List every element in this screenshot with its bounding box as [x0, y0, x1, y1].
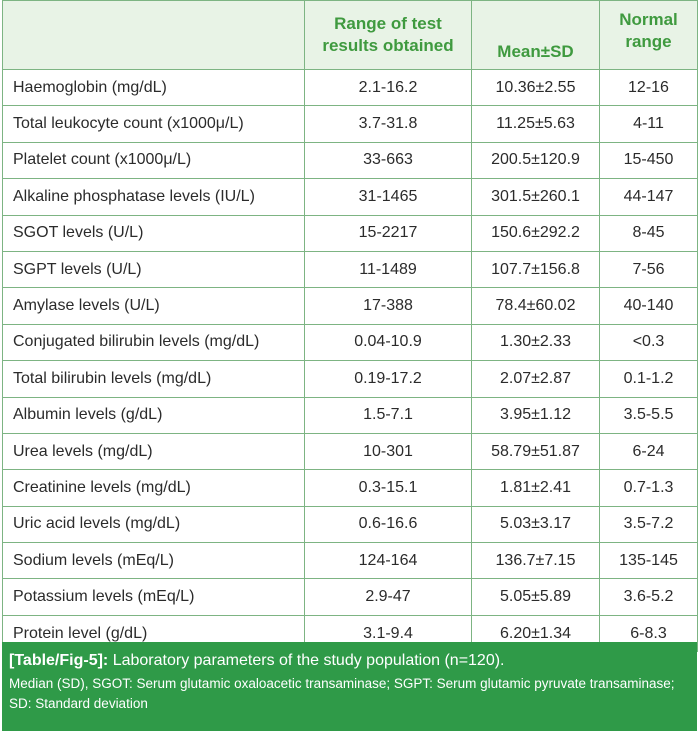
cell-range: 15-2217	[305, 215, 472, 251]
cell-normal-range: 6-24	[600, 433, 698, 469]
header-parameter	[3, 1, 305, 70]
cell-range: 0.04-10.9	[305, 324, 472, 360]
cell-range: 3.7-31.8	[305, 106, 472, 142]
cell-parameter: Sodium levels (mEq/L)	[3, 543, 305, 579]
table-row	[3, 433, 698, 469]
cell-mean-sd: 200.5±120.9	[472, 142, 600, 178]
table-row	[3, 106, 698, 142]
table-row	[3, 543, 698, 579]
cell-parameter: Conjugated bilirubin levels (mg/dL)	[3, 324, 305, 360]
cell-parameter: Potassium levels (mEq/L)	[3, 579, 305, 615]
cell-range: 124-164	[305, 543, 472, 579]
table-row	[3, 70, 698, 106]
table-row	[3, 179, 698, 215]
cell-mean-sd: 1.81±2.41	[472, 470, 600, 506]
cell-parameter: Protein level (g/dL)	[3, 615, 305, 651]
caption-title-line	[9, 650, 690, 671]
cell-normal-range: 15-450	[600, 142, 698, 178]
cell-normal-range: 40-140	[600, 288, 698, 324]
cell-parameter: Albumin levels (g/dL)	[3, 397, 305, 433]
header-row	[3, 1, 698, 70]
cell-normal-range: 7-56	[600, 251, 698, 287]
table-row	[3, 288, 698, 324]
cell-mean-sd: 10.36±2.55	[472, 70, 600, 106]
table-row	[3, 142, 698, 178]
table-row	[3, 215, 698, 251]
header-mean-sd: Mean±SD	[472, 1, 600, 70]
cell-mean-sd: 136.7±7.15	[472, 543, 600, 579]
cell-mean-sd: 58.79±51.87	[472, 433, 600, 469]
cell-range: 33-663	[305, 142, 472, 178]
cell-range: 0.3-15.1	[305, 470, 472, 506]
cell-range: 11-1489	[305, 251, 472, 287]
cell-normal-range: 0.7-1.3	[600, 470, 698, 506]
cell-mean-sd: 3.95±1.12	[472, 397, 600, 433]
cell-parameter: SGPT levels (U/L)	[3, 251, 305, 287]
table-row	[3, 324, 698, 360]
cell-mean-sd: 107.7±156.8	[472, 251, 600, 287]
caption-title: Laboratory parameters of the study population (n=120).	[112, 652, 505, 669]
cell-normal-range: 3.5-5.5	[600, 397, 698, 433]
cell-parameter: Creatinine levels (mg/dL)	[3, 470, 305, 506]
cell-range: 0.6-16.6	[305, 506, 472, 542]
caption-note: Median (SD), SGOT: Serum glutamic oxaloacetic transaminase; SGPT: Serum glutamic pyruvate transaminase; SD: Standard deviation	[9, 676, 675, 711]
table-row	[3, 470, 698, 506]
caption-label: [Table/Fig-5]:	[9, 652, 109, 669]
cell-range: 2.9-47	[305, 579, 472, 615]
cell-normal-range: 8-45	[600, 215, 698, 251]
cell-mean-sd: 150.6±292.2	[472, 215, 600, 251]
cell-normal-range: 0.1-1.2	[600, 361, 698, 397]
lab-parameters-table	[2, 0, 698, 652]
cell-mean-sd: 2.07±2.87	[472, 361, 600, 397]
cell-normal-range: 135-145	[600, 543, 698, 579]
cell-range: 0.19-17.2	[305, 361, 472, 397]
cell-parameter: Total leukocyte count (x1000μ/L)	[3, 106, 305, 142]
cell-normal-range: <0.3	[600, 324, 698, 360]
cell-range: 31-1465	[305, 179, 472, 215]
cell-range: 17-388	[305, 288, 472, 324]
cell-range: 10-301	[305, 433, 472, 469]
cell-mean-sd: 78.4±60.02	[472, 288, 600, 324]
cell-parameter: Total bilirubin levels (mg/dL)	[3, 361, 305, 397]
cell-mean-sd: 11.25±5.63	[472, 106, 600, 142]
cell-mean-sd: 301.5±260.1	[472, 179, 600, 215]
cell-normal-range: 3.5-7.2	[600, 506, 698, 542]
cell-range: 3.1-9.4	[305, 615, 472, 651]
table-row	[3, 361, 698, 397]
table-row	[3, 251, 698, 287]
cell-mean-sd: 5.05±5.89	[472, 579, 600, 615]
cell-parameter: Amylase levels (U/L)	[3, 288, 305, 324]
cell-parameter: Urea levels (mg/dL)	[3, 433, 305, 469]
cell-range: 1.5-7.1	[305, 397, 472, 433]
cell-range: 2.1-16.2	[305, 70, 472, 106]
header-range: Range of test results obtained	[305, 1, 472, 70]
cell-normal-range: 12-16	[600, 70, 698, 106]
cell-mean-sd: 6.20±1.34	[472, 615, 600, 651]
figure-caption	[2, 642, 697, 731]
table-row	[3, 506, 698, 542]
cell-parameter: SGOT levels (U/L)	[3, 215, 305, 251]
cell-mean-sd: 5.03±3.17	[472, 506, 600, 542]
cell-parameter: Platelet count (x1000μ/L)	[3, 142, 305, 178]
cell-parameter: Uric acid levels (mg/dL)	[3, 506, 305, 542]
cell-normal-range: 3.6-5.2	[600, 579, 698, 615]
cell-normal-range: 44-147	[600, 179, 698, 215]
cell-parameter: Alkaline phosphatase levels (IU/L)	[3, 179, 305, 215]
table-row	[3, 579, 698, 615]
cell-normal-range: 6-8.3	[600, 615, 698, 651]
cell-normal-range: 4-11	[600, 106, 698, 142]
cell-mean-sd: 1.30±2.33	[472, 324, 600, 360]
header-normal-range: Normal range	[600, 1, 698, 70]
table-row	[3, 397, 698, 433]
cell-parameter: Haemoglobin (mg/dL)	[3, 70, 305, 106]
